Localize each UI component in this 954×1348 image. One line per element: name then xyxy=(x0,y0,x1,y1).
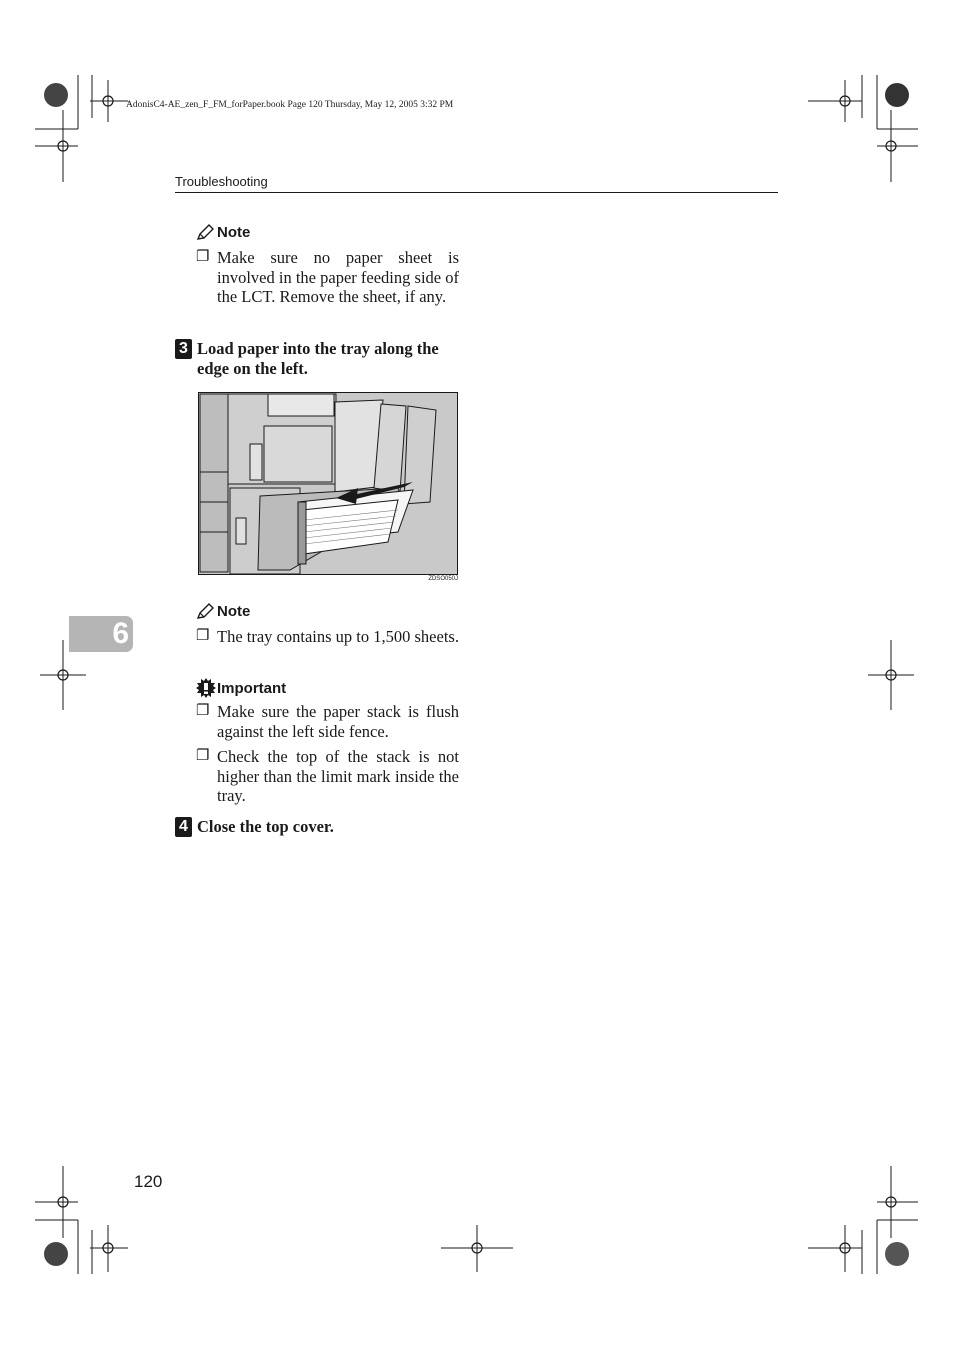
important-item xyxy=(196,702,459,741)
note-item xyxy=(196,627,459,647)
important-title: Important xyxy=(217,679,287,697)
chapter-number: 6 xyxy=(112,617,129,650)
lct-paper-tray-illustration xyxy=(198,392,458,575)
note-text: The tray contains up to 1,500 sheets. xyxy=(217,627,459,646)
note-heading xyxy=(196,224,250,241)
note-heading xyxy=(196,603,250,620)
step-4 xyxy=(175,817,462,837)
note-title: Note xyxy=(217,603,251,620)
page-number: 120 xyxy=(134,1172,163,1191)
figure-code: ZDSO050J xyxy=(428,576,458,582)
important-item xyxy=(196,747,459,806)
note-text: Make sure no paper sheet is involved in the paper feeding side of the LCT. Remove the sheet, if any. xyxy=(217,248,459,307)
step-text: Close the top cover. xyxy=(197,817,334,836)
running-head: Troubleshooting xyxy=(175,174,268,189)
step-number: 3 xyxy=(175,339,192,359)
important-text: Check the top of the stack is not higher than the limit mark inside the tray. xyxy=(217,747,459,806)
note-item xyxy=(196,248,459,307)
checkbox-icon: ❐ xyxy=(196,628,210,644)
note-title: Note xyxy=(217,224,251,241)
checkbox-icon: ❐ xyxy=(196,748,210,764)
chapter-tab[interactable] xyxy=(69,616,133,652)
step-text: Load paper into the tray along the edge on the left. xyxy=(197,339,439,378)
print-header: AdonisC4-AE_zen_F_FM_forPaper.book Page 120 Thursday, May 12, 2005 3:32 PM xyxy=(126,100,454,110)
important-heading xyxy=(196,678,286,698)
important-text: Make sure the paper stack is flush against the left side fence. xyxy=(217,702,459,741)
checkbox-icon: ❐ xyxy=(196,703,210,719)
important-icon xyxy=(196,678,216,698)
step-number: 4 xyxy=(175,817,192,837)
step-3 xyxy=(175,339,462,378)
pencil-icon xyxy=(196,224,214,241)
header-rule xyxy=(175,192,778,193)
checkbox-icon: ❐ xyxy=(196,249,210,265)
pencil-icon xyxy=(196,603,214,620)
